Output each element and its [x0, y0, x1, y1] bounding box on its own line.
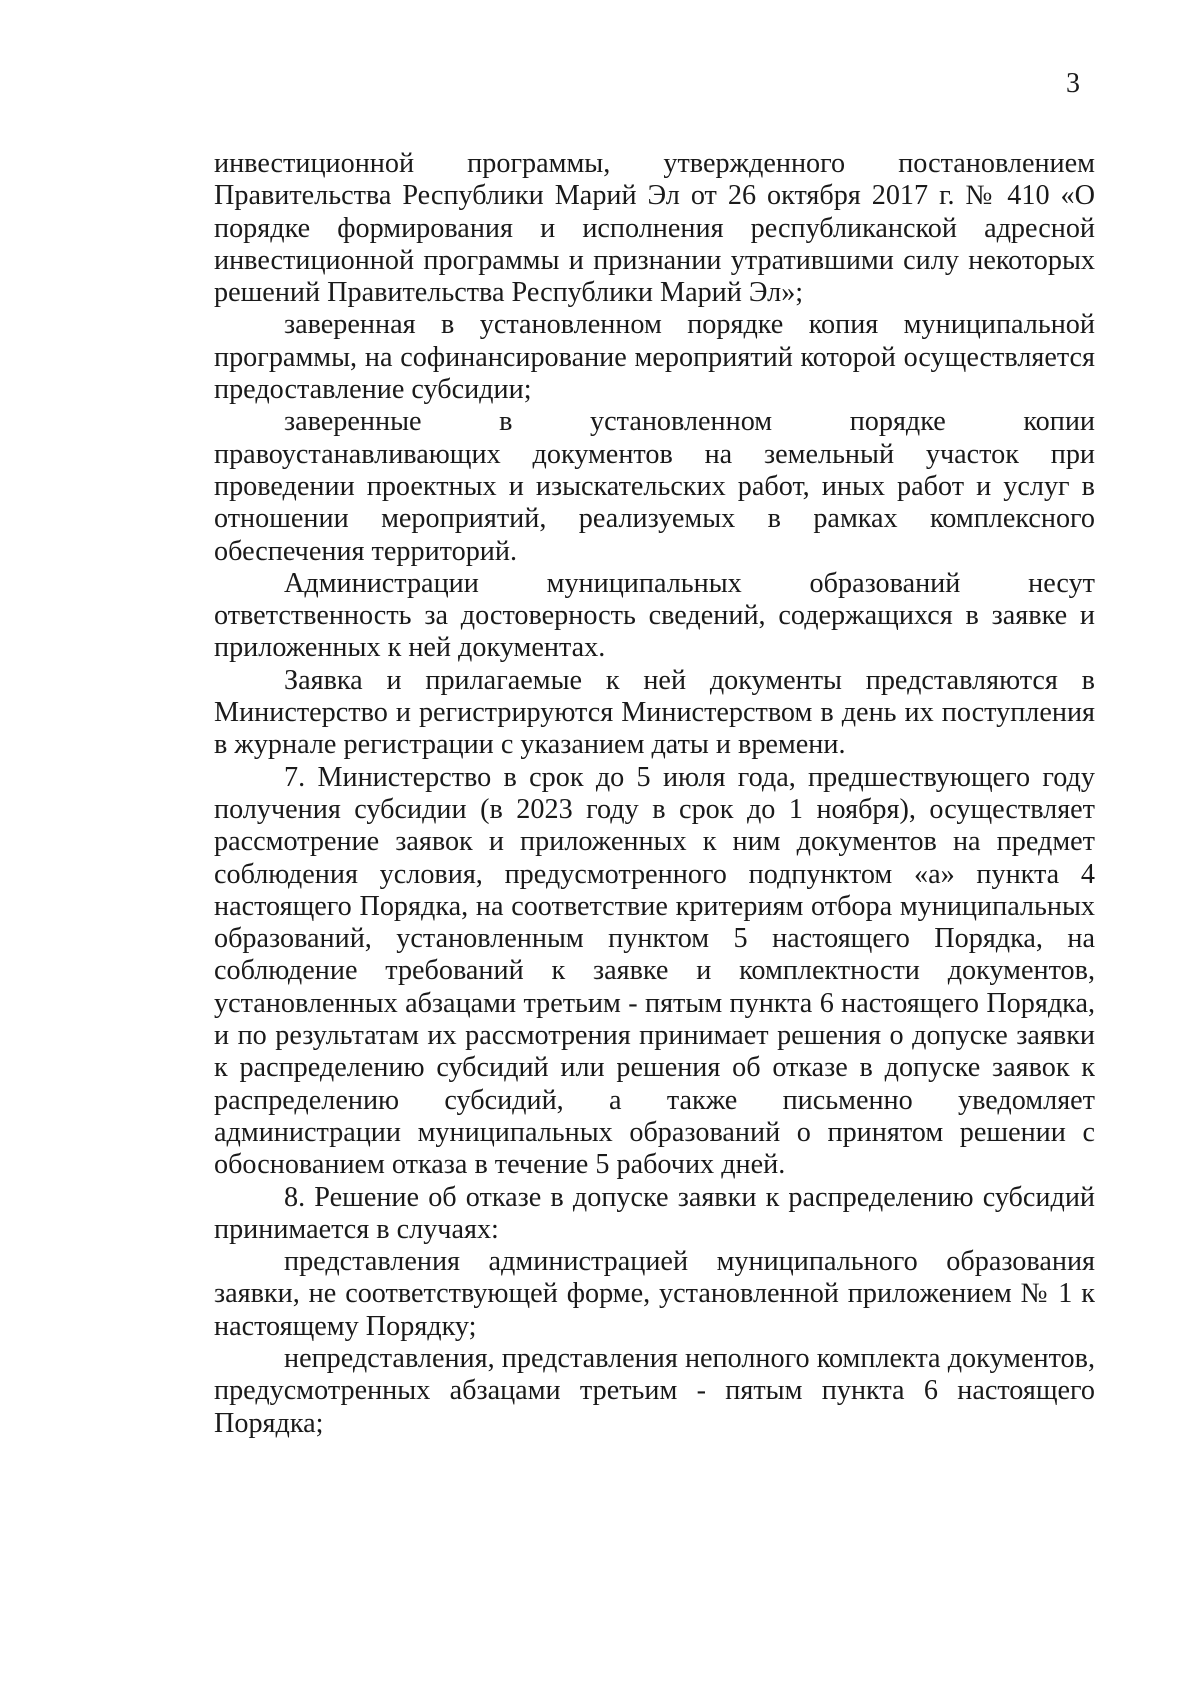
paragraph: представления администрацией муниципального образования заявки, не соответствующей форме, установленной приложением № 1 к настоящему Порядку;: [214, 1246, 1095, 1342]
paragraph: заверенные в установленном порядке копии правоустанавливающих документов на земельный участок при проведении проектных и изыскательских работ, иных работ и услуг в отношении мероприятий, реализуемых в рамках комплексного обеспечения территорий.: [214, 406, 1095, 567]
paragraph: непредставления, представления неполного комплекта документов, предусмотренных абзацами третьим - пятым пункта 6 настоящего Порядка;: [214, 1342, 1095, 1439]
paragraph: Администрации муниципальных образований несут ответственность за достоверность сведений, содержащихся в заявке и приложенных к ней документах.: [214, 567, 1095, 664]
document-body: [214, 148, 1095, 1440]
paragraph: Заявка и прилагаемые к ней документы представляются в Министерство и регистрируются Министерством в день их поступления в журнале регистрации с указанием даты и времени.: [214, 664, 1095, 761]
page-number: 3: [1066, 68, 1080, 99]
paragraph-item-8: 8. Решение об отказе в допуске заявки к распределению субсидий принимается в случаях:: [214, 1181, 1095, 1245]
paragraph-item-7: 7. Министерство в срок до 5 июля года, предшествующего году получения субсидии (в 2023 году в срок до 1 ноября), осуществляет рассмотрение заявок и приложенных к ним документов на предмет соблюдения условия, предусмотренного подпунктом «а» пункта 4 настоящего Порядка, на соответствие критериям отбора муниципальных образований, установленным пунктом 5 настоящего Порядка, на соблюдение требований к заявке и комплектности документов, установленных абзацами третьим - пятым пункта 6 настоящего Порядка, и по результатам их рассмотрения принимает решения о допуске заявки к распределению субсидий или решения об отказе в допуске заявок к распределению субсидий, а также письменно уведомляет администрации муниципальных образований о принятом решении с обоснованием отказа в течение 5 рабочих дней.: [214, 761, 1095, 1181]
paragraph: заверенная в установленном порядке копия муниципальной программы, на софинансирование мероприятий которой осуществляется предоставление субсидии;: [214, 309, 1095, 406]
paragraph: инвестиционной программы, утвержденного постановлением Правительства Республики Марий Эл от 26 октября 2017 г. № 410 «О порядке формирования и исполнения республиканской адресной инвестиционной программы и признании утратившими силу некоторых решений Правительства Республики Марий Эл»;: [214, 148, 1095, 309]
